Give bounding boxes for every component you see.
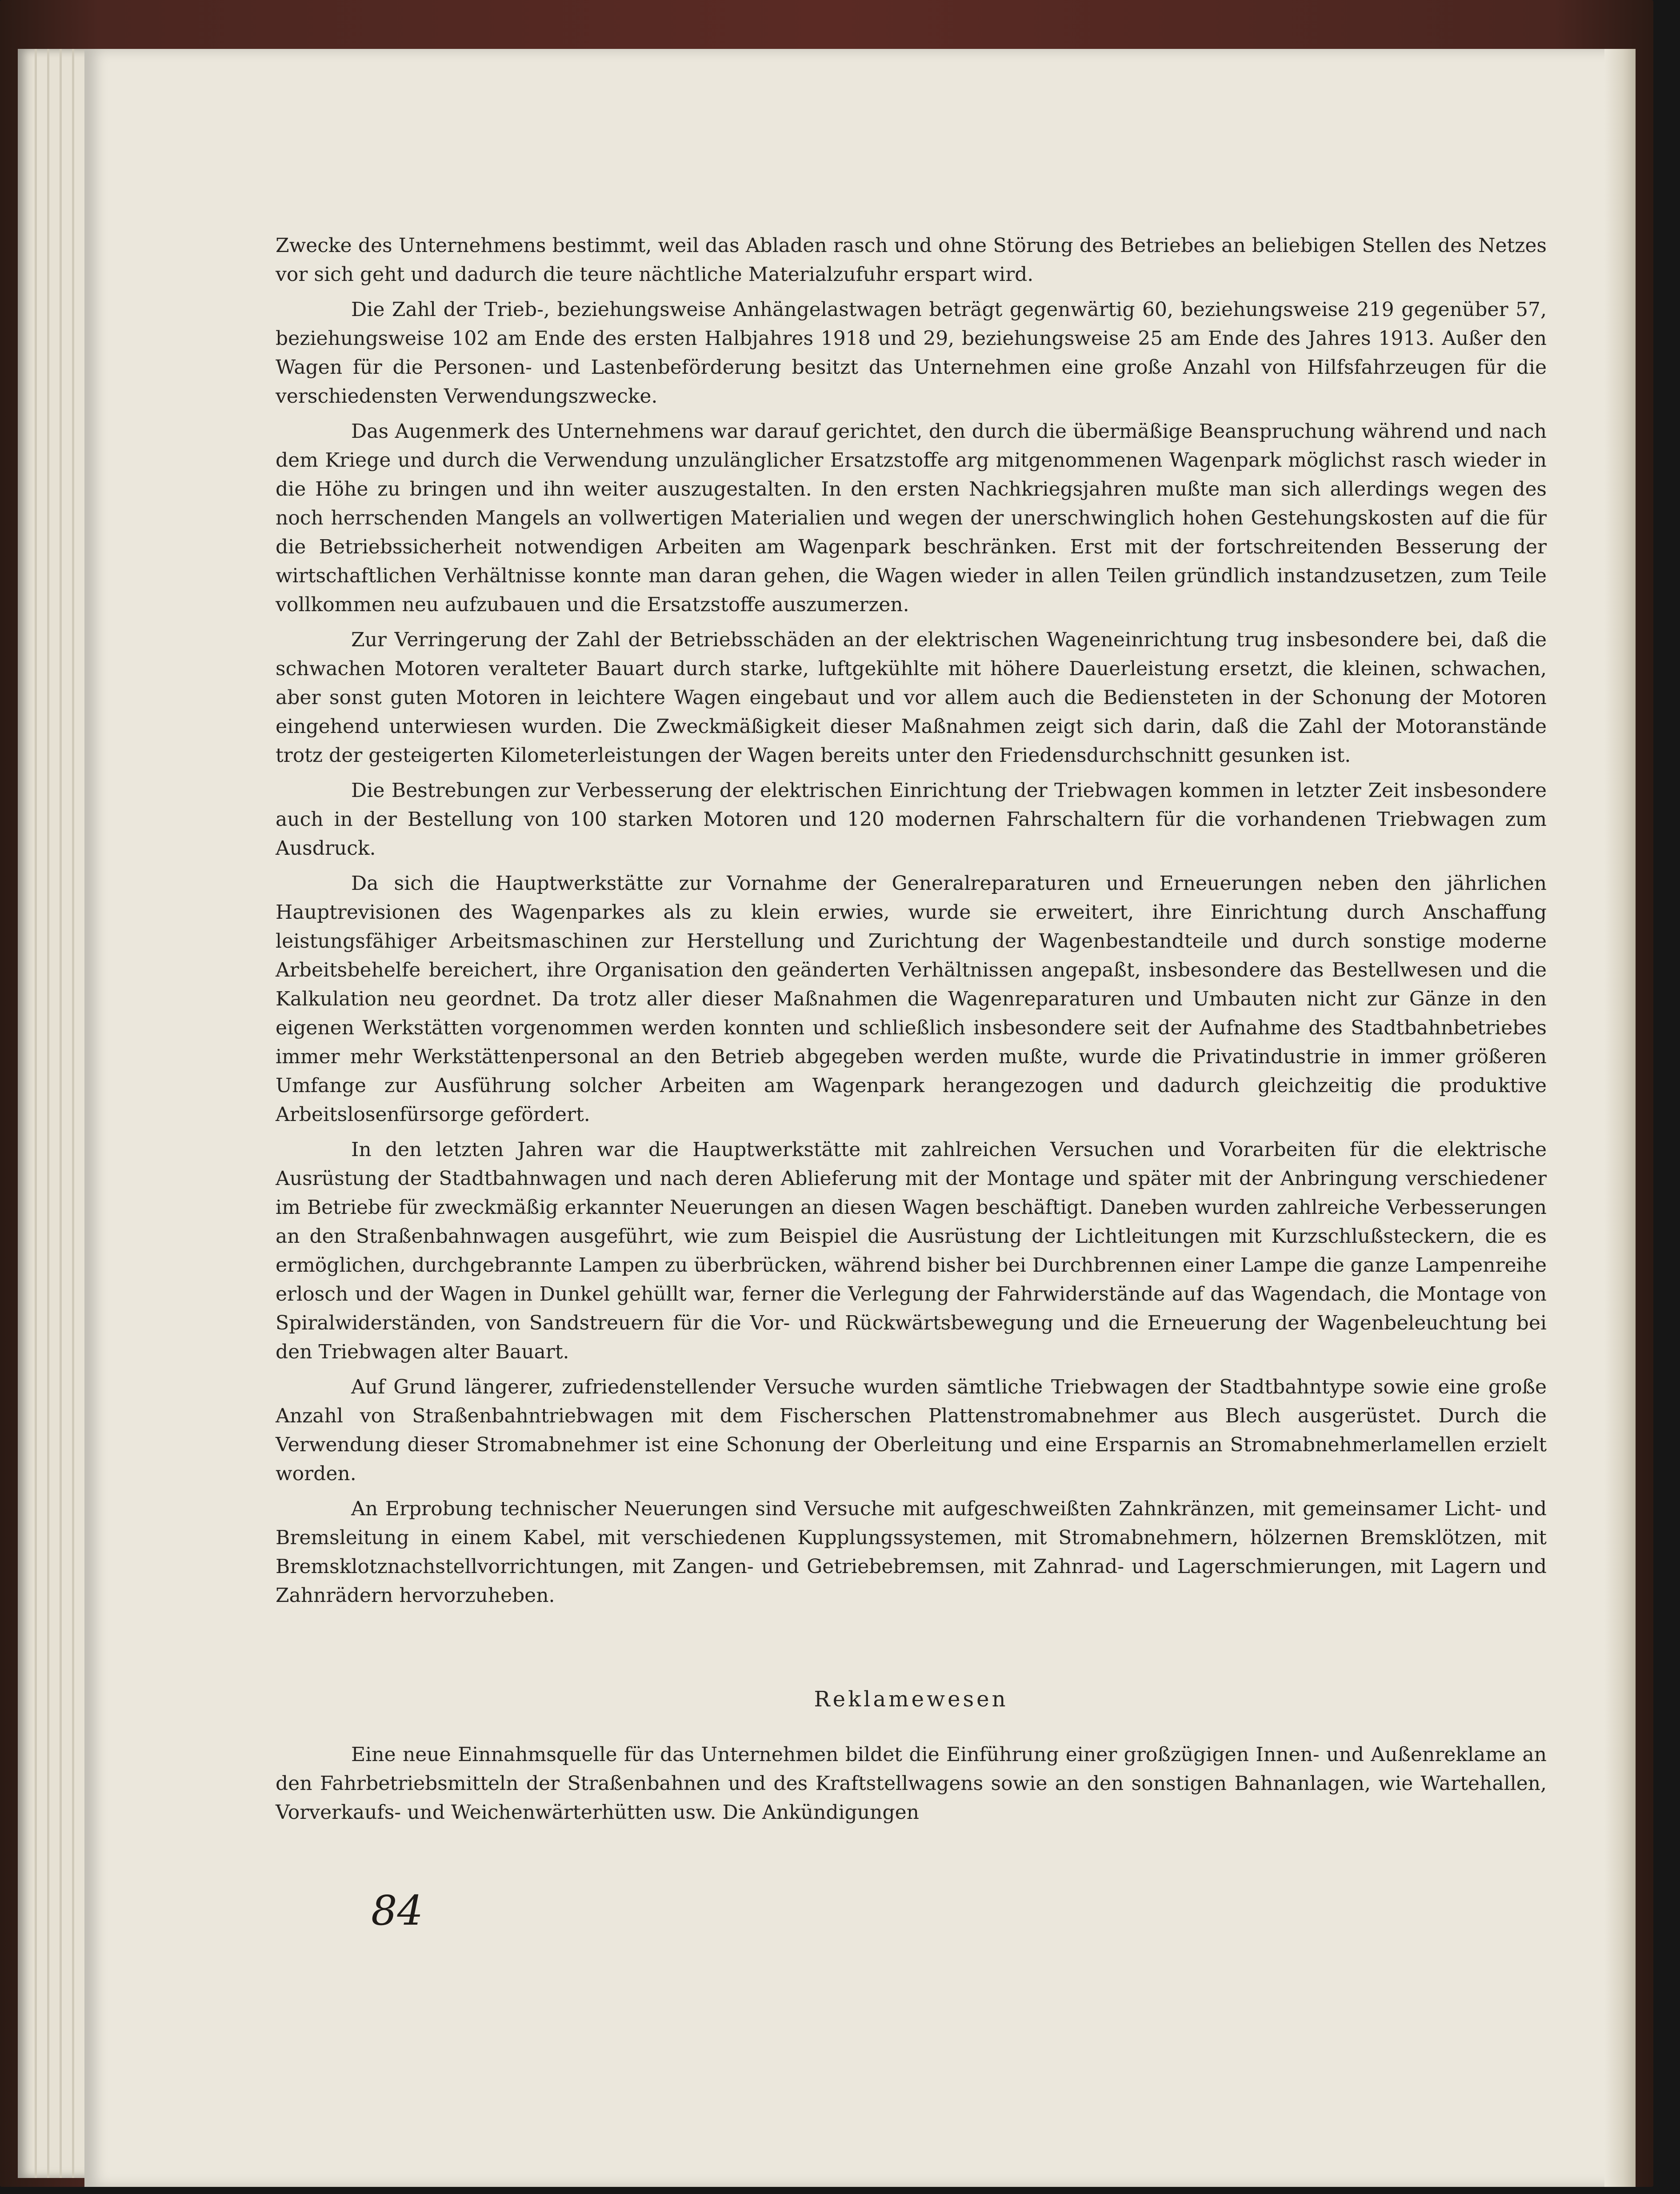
- page-edge: [35, 49, 37, 2178]
- page-edge: [72, 49, 74, 2178]
- paragraph: An Erprobung technischer Neuerungen sind Versuche mit aufgeschweißten Zahnkränzen, mit gemeinsamer Licht- und Bremsleitung in einem Kabel, mit verschiedenen Kupplungssystemen, mit Stromabnehmern, hölzernen Bremsklötzen, mit Bremsklotznachstellvorrichtungen, mit Zangen- und Getriebebremsen, mit Zahnrad- und Lagerschmierungen, mit Lagern und Zahnrädern hervorzuheben.: [276, 1497, 1547, 1607]
- paragraph: Zwecke des Unternehmens bestimmt, weil das Abladen rasch und ohne Störung des Betriebes an beliebigen Stellen des Netzes vor sich geht und dadurch die teure nächtliche Materialzufuhr erspart wird.: [276, 234, 1547, 286]
- paragraph: Das Augenmerk des Unternehmens war darauf gerichtet, den durch die übermäßige Beanspruchung während und nach dem Kriege und durch die Verwendung unzulänglicher Ersatzstoffe arg mitgenommenen Wagenpark möglichst rasch wieder in die Höhe zu bringen und ihn weiter auszugestalten. In den ersten Nachkriegsjahren mußte man sich allerdings wegen des noch herrschenden Mangels an vollwertigen Materialien und wegen der unerschwinglich hohen Gestehungskosten auf die für die Betriebssicherheit notwendigen Arbeiten am Wagenpark beschränken. Erst mit der fortschreitenden Besserung der wirtschaftlichen Verhältnisse konnte man daran gehen, die Wagen wieder in allen Teilen gründlich instandzusetzen, zum Teile vollkommen neu aufzubauen und die Ersatzstoffe auszumerzen.: [276, 420, 1547, 616]
- paragraph: Da sich die Hauptwerkstätte zur Vornahme der Generalreparaturen und Erneuerungen neben den jährlichen Hauptrevisionen des Wagenparkes als zu klein erwies, wurde sie erweitert, ihre Einrichtung durch Anschaffung leistungsfähiger Arbeitsmaschinen zur Herstellung und Zurichtung der Wagenbestandteile und durch sonstige moderne Arbeitsbehelfe bereichert, ihre Organisation den geänderten Verhältnissen angepaßt, insbesondere das Bestellwesen und die Kalkulation neu geordnet. Da trotz aller dieser Maßnahmen die Wagenreparaturen und Umbauten nicht zur Gänze in den eigenen Werkstätten vorgenommen werden konnten und schließlich insbesondere seit der Aufnahme des Stadtbahnbetriebes immer mehr Werkstättenpersonal an den Betrieb abgegeben werden mußte, wurde die Privatindustrie in immer größeren Umfange zur Ausführung solcher Arbeiten am Wagenpark herangezogen und dadurch gleichzeitig die produktive Arbeitslosenfürsorge gefördert.: [276, 872, 1547, 1126]
- paragraph: Die Zahl der Trieb-, beziehungsweise Anhängelastwagen beträgt gegenwärtig 60, beziehungsweise 219 gegenüber 57, beziehungsweise 102 am Ende des ersten Halbjahres 1918 und 29, beziehungsweise 25 am Ende des Jahres 1913. Außer den Wagen für die Personen- und Lastenbeförderung besitzt das Unternehmen eine große Anzahl von Hilfsfahrzeugen für die verschiedensten Verwendungszwecke.: [276, 298, 1547, 408]
- page-right-edge: [1604, 49, 1636, 2187]
- paragraph: Die Bestrebungen zur Verbesserung der elektrischen Einrichtung der Triebwagen kommen in letzter Zeit insbesondere auch in der Bestellung von 100 starken Motoren und 120 modernen Fahrschaltern für die vorhandenen Triebwagen zum Ausdruck.: [276, 779, 1547, 860]
- paragraph: Eine neue Einnahmsquelle für das Unternehmen bildet die Einführung einer großzügigen Innen- und Außenreklame an den Fahrbetriebsmitteln der Straßenbahnen und des Kraftstellwagens sowie an den sonstigen Bahnanlagen, wie Wartehallen, Vorverkaufs- und Weichenwärterhütten usw. Die Ankündigungen: [276, 1743, 1547, 1824]
- body-text: [276, 231, 1547, 1616]
- section-heading: Reklamewesen: [814, 1687, 1008, 1712]
- page-edge: [60, 49, 62, 2178]
- page-edge: [47, 49, 49, 2178]
- paragraph: Zur Verringerung der Zahl der Betriebsschäden an der elektrischen Wageneinrichtung trug insbesondere bei, daß die schwachen Motoren veralteter Bauart durch starke, luftgekühlte mit höhere Dauerleistung ersetzt, die kleinen, schwachen, aber sonst guten Motoren in leichtere Wagen eingebaut und vor allem auch die Bediensteten in der Schonung der Motoren eingehend unterwiesen wurden. Die Zweckmäßigkeit dieser Maßnahmen zeigt sich darin, daß die Zahl der Motoranstände trotz der gesteigerten Kilometerleistungen der Wagen bereits unter den Friedensdurchschnitt gesunken ist.: [276, 629, 1547, 767]
- page-number: 84: [371, 1887, 424, 1934]
- paragraph: In den letzten Jahren war die Hauptwerkstätte mit zahlreichen Versuchen und Vorarbeiten für die elektrische Ausrüstung der Stadtbahnwagen und nach deren Ablieferung mit der Montage und später mit der Anbringung verschiedener im Betriebe für zweckmäßig erkannter Neuerungen an diesen Wagen beschäftigt. Daneben wurden zahlreiche Verbesserungen an den Straßenbahnwagen ausgeführt, wie zum Beispiel die Ausrüstung der Lichtleitungen mit Kurzschlußsteckern, die es ermöglichen, durchgebrannte Lampen zu überbrücken, während bisher bei Durchbrennen einer Lampe die ganze Lampenreihe erlosch und der Wagen in Dunkel gehüllt war, ferner die Verlegung der Fahrwiderstände auf das Wagendach, die Montage von Spiralwiderständen, von Sandstreuern für die Vor- und Rückwärtsbewegung und die Erneuerung der Wagenbeleuchtung bei den Triebwagen alter Bauart.: [276, 1138, 1547, 1363]
- paragraph: Auf Grund längerer, zufriedenstellender Versuche wurden sämtliche Triebwagen der Stadtbahntype sowie eine große Anzahl von Straßenbahntriebwagen mit dem Fischerschen Plattenstromabnehmer aus Blech ausgerüstet. Durch die Verwendung dieser Stromabnehmer ist eine Schonung der Oberleitung und eine Ersparnis an Stromabnehmerlamellen erzielt worden.: [276, 1376, 1547, 1485]
- section-text: [276, 1740, 1547, 1827]
